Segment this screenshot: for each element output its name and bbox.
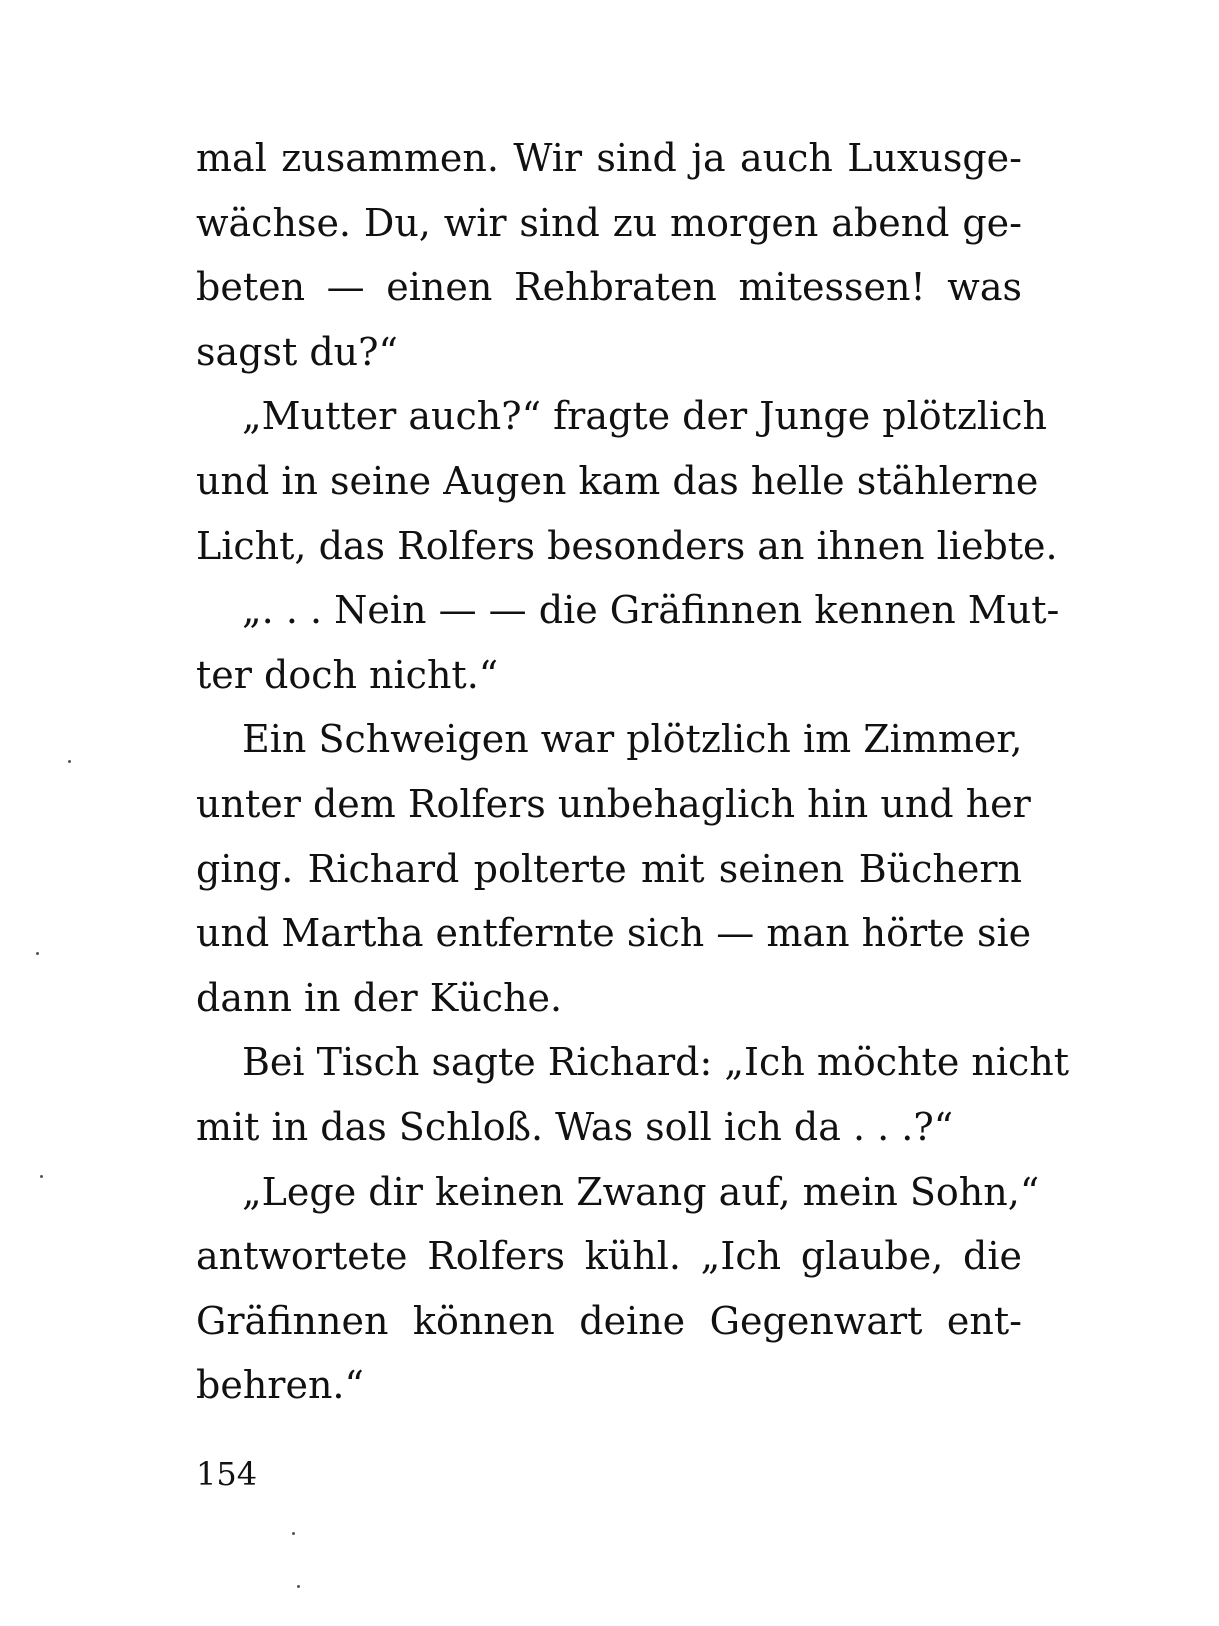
text-line: behren.“ [196,1363,364,1408]
text-line: mit in das Schloß. Was soll ich da . . .?“ [196,1104,954,1149]
scan-speck [36,952,39,955]
text-line: Bei Tisch sagte Richard: „Ich möchte nicht [242,1040,1070,1085]
body-text [196,126,1070,1418]
text-line: und Martha entfernte sich — man hörte sie [196,911,1032,956]
text-line: „. . . Nein — — die Gräfinnen kennen Mut- [242,588,1060,633]
text-line: unter dem Rolfers unbehaglich hin und her [196,781,1031,826]
text-line: ging. Richard polterte mit seinen Büchern [196,846,1022,891]
text-line: und in seine Augen kam das helle stählerne [196,458,1039,503]
scan-speck [40,1175,43,1178]
scan-speck [68,760,71,763]
text-line: Gräfinnen können deine Gegenwart ent- [196,1298,1022,1343]
text-line: Licht, das Rolfers besonders an ihnen liebte. [196,523,1058,568]
scan-speck [297,1585,300,1588]
scan-speck [292,1532,295,1535]
text-line: ter doch nicht.“ [196,652,499,697]
text-line: „Mutter auch?“ fragte der Junge plötzlich [242,394,1047,439]
text-line: sagst du?“ [196,329,398,374]
text-line: Ein Schweigen war plötzlich im Zimmer, [242,717,1023,762]
text-line: antwortete Rolfers kühl. „Ich glaube, die [196,1234,1022,1279]
text-line: dann in der Küche. [196,975,563,1020]
text-line: beten — einen Rehbraten mitessen! was [196,265,1022,310]
text-line: mal zusammen. Wir sind ja auch Luxusge- [196,136,1022,180]
text-line: „Lege dir keinen Zwang auf, mein Sohn,“ [242,1169,1040,1214]
page-number: 154 [196,1455,258,1493]
text-line: wächse. Du, wir sind zu morgen abend ge- [196,200,1022,245]
